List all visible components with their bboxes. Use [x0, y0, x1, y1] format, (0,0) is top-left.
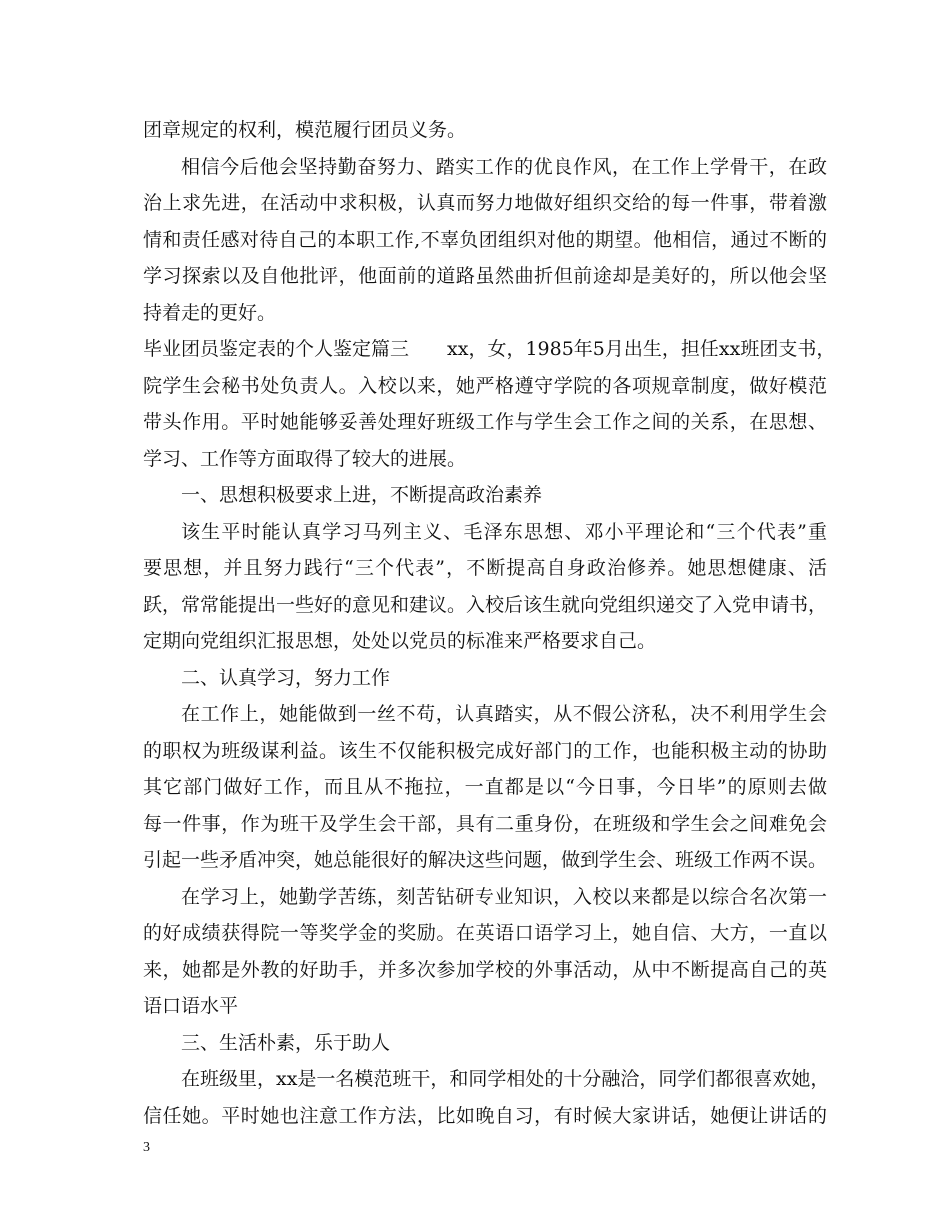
- text-line: 每一件事，作为班干及学生会干部，具有二重身份，在班级和学生会之间难免会: [143, 812, 827, 835]
- text-line: 治上求先进，在活动中求积极，认真而努力地做好组织交给的每一件事，带着激: [143, 192, 827, 214]
- text-line: 要思想，并且努力践行“三个代表”，不断提高自身政治修养。她思想健康、活: [143, 557, 827, 579]
- paragraph-line: 在工作上，她能做到一丝不苟，认真踏实，从不假公济私，决不利用学生会: [181, 703, 827, 725]
- section-title: 毕业团员鉴定表的个人鉴定篇三: [143, 338, 410, 360]
- text-line: 的职权为班级谋利益。该生不仅能积极完成好部门的工作，也能积极主动的协助: [143, 739, 827, 762]
- text-line: 定期向党组织汇报思想，处处以党员的标准来严格要求自己。: [143, 630, 657, 652]
- paragraph-line: 该生平时能认真学习马列主义、毛泽东思想、邓小平理论和“三个代表”重: [181, 520, 827, 543]
- paragraph-line: 在学习上，她勤学苦练，刻苦钻研专业知识，入校以来都是以综合名次第一: [181, 885, 827, 908]
- section-heading-line: [143, 331, 836, 368]
- page-number: 3: [143, 1140, 150, 1155]
- document-body: [143, 112, 836, 1134]
- subheading-line: 三、生活朴素，乐于助人: [181, 1031, 391, 1054]
- text-line: 情和责任感对待自己的本职工作,不辜负团组织对他的期望。他相信，通过不断的: [143, 228, 827, 251]
- paragraph-line: 相信今后他会坚持勤奋努力、踏实工作的优良作风，在工作上学骨干，在政: [181, 155, 827, 178]
- subheading-line: 二、认真学习，努力工作: [181, 666, 391, 689]
- text-line: 团章规定的权利，模范履行团员义务。: [143, 119, 467, 141]
- text-line: 其它部门做好工作，而且从不拖拉，一直都是以“今日事，今日毕”的原则去做: [143, 776, 827, 798]
- subheading-line: 一、思想积极要求上进，不断提高政治素养: [181, 484, 543, 506]
- text-line: 持着走的更好。: [143, 301, 277, 324]
- section-intro: xx，女，1985年5月出生，担任xx班团支书，: [447, 338, 836, 360]
- text-line: 学习探索以及自他批评，他面前的道路虽然曲折但前途却是美好的，所以他会坚: [143, 265, 827, 287]
- text-line: 语口语水平: [143, 995, 239, 1017]
- text-line: 跃，常常能提出一些好的意见和建议。入校后该生就向党组织递交了入党申请书，: [143, 593, 828, 616]
- text-line: 的好成绩获得院一等奖学金的奖励。在英语口语学习上，她自信、大方，一直以: [143, 922, 827, 944]
- text-line: 院学生会秘书处负责人。入校以来，她严格遵守学院的各项规章制度，做好模范: [143, 374, 827, 397]
- text-line: 来，她都是外教的好助手，并多次参加学校的外事活动，从中不断提高自己的英: [143, 958, 827, 981]
- text-line: 信任她。平时她也注意工作方法，比如晚自习，有时候大家讲话，她便让讲话的: [143, 1104, 827, 1127]
- text-line: 带头作用。平时她能够妥善处理好班级工作与学生会工作之间的关系，在思想、: [143, 411, 827, 433]
- text-line: 引起一些矛盾冲突，她总能很好的解决这些问题，做到学生会、班级工作两不误。: [143, 849, 828, 871]
- paragraph-line: 在班级里，xx是一名模范班干，和同学相处的十分融洽，同学们都很喜欢她，: [181, 1068, 830, 1090]
- text-line: 学习、工作等方面取得了较大的进展。: [143, 447, 467, 470]
